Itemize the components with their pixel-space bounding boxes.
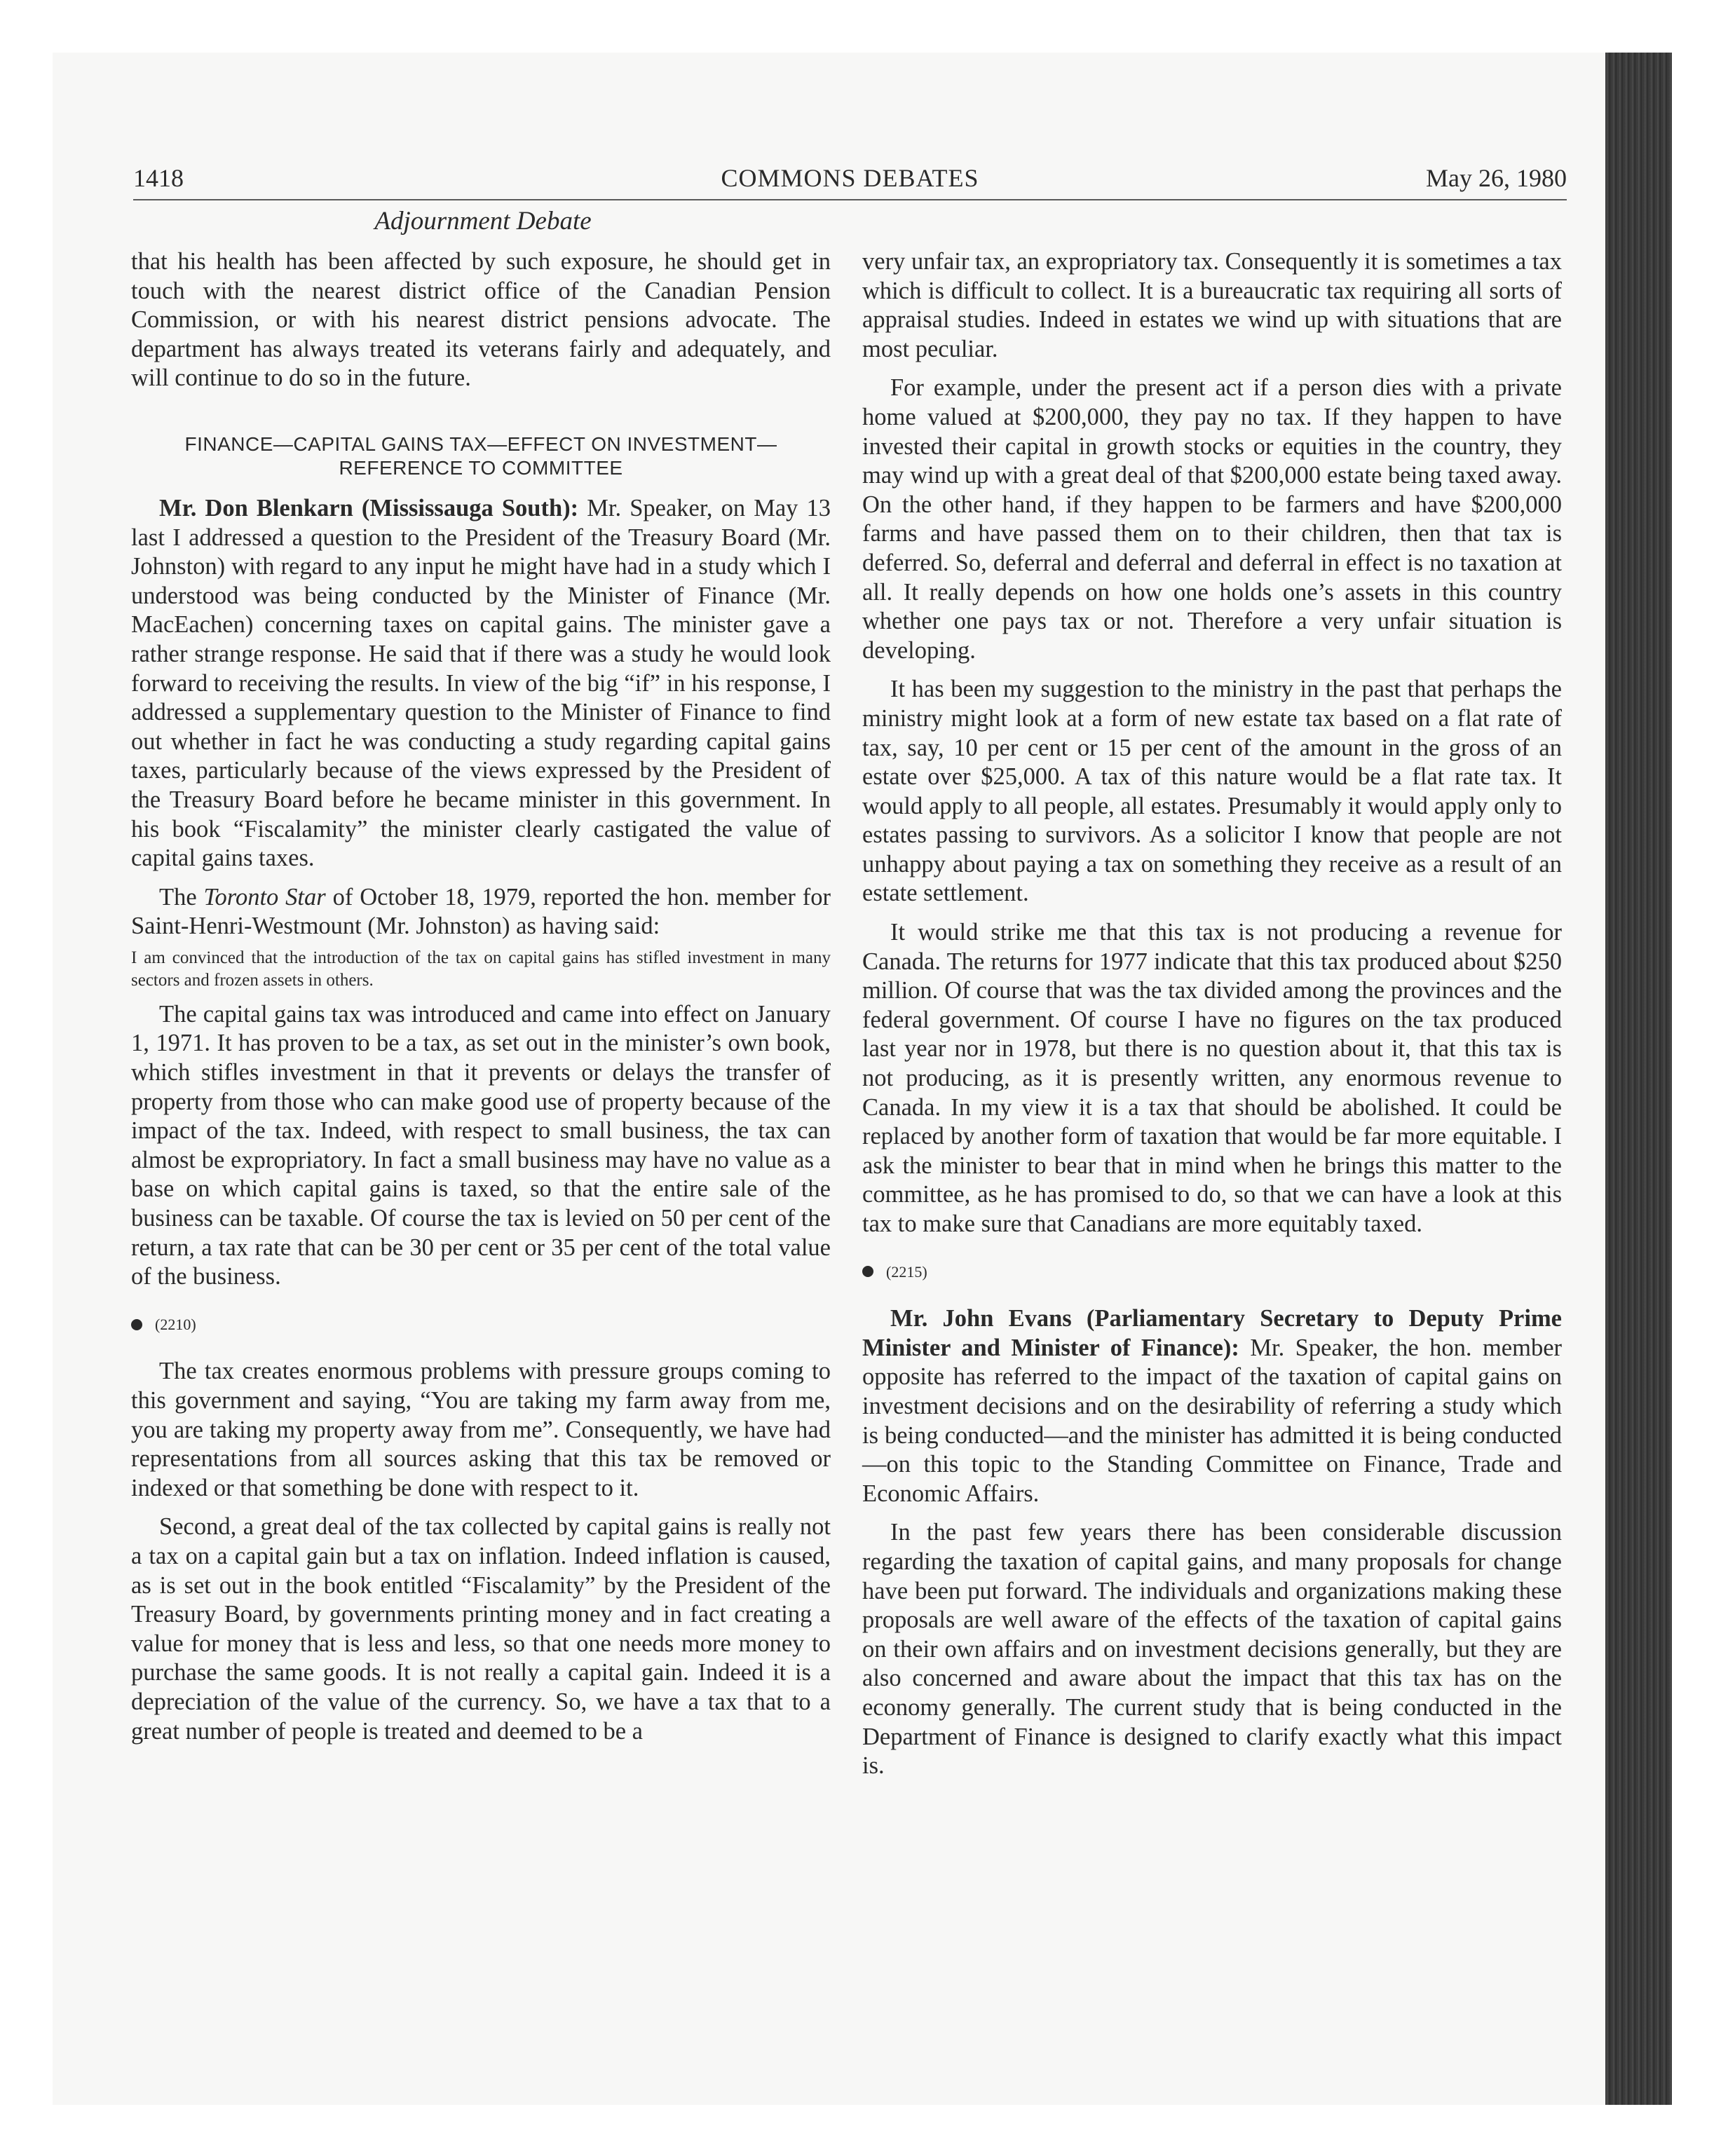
scan-edge	[1605, 53, 1672, 2105]
section-title: Adjournment Debate	[374, 207, 592, 236]
header-date: May 26, 1980	[1426, 164, 1567, 192]
right-column	[862, 247, 1562, 1781]
left-column	[131, 247, 831, 1746]
page-number: 1418	[133, 164, 184, 192]
debate-heading	[131, 432, 831, 480]
time-marker-label: (2215)	[886, 1262, 927, 1281]
speech-text: Mr. Speaker, on May 13 last I addressed a question to the President of the Treasury Board (Mr. Johnston) with regard to any input he might have had in a study which I understood was being conducted by the Minister of Finance (Mr. MacEachen) concerning taxes on capital gains. The minister gave a rather strange response. He said that if there was a study he would look forward to receiving the results. In view of the big “if” in his response, I addressed a supplementary question to the Minister of Finance to find out whether in fact he was conducting a study regarding capital gains taxes, particularly because of the views expressed by the President of the Treasury Board before he became minister in this government. In his book “Fiscalamity” the minister clearly castigated the value of capital gains taxes.	[131, 494, 831, 872]
time-marker	[862, 1257, 1562, 1287]
text-run: of October 18, 1979, reported the hon. member for Saint-Henri-Westmount (Mr. Johnston) as having said:	[131, 883, 831, 940]
speaker-name: Mr. Don Blenkarn (Mississauga South):	[159, 494, 579, 521]
paragraph	[862, 1304, 1562, 1508]
speech-text: Mr. Speaker, the hon. member opposite has referred to the impact of the taxation of capital gains on investment decisions and on the desirability of referring a study which is being conducted—and the minister has admitted it is being conducted—on this topic to the Standing Committee on Finance, Trade and Economic Affairs.	[862, 1334, 1563, 1507]
paragraph	[131, 883, 831, 941]
paragraph: Second, a great deal of the tax collected by capital gains is really not a tax on a capital gain but a tax on inflation. Indeed inflation is caused, as is set out in the book entitled “Fiscalamity” by the President of the Treasury Board, by governments printing money and in fact creating a value for money that is less and less, so that one needs more money to purchase the same goods. It is not really a capital gain. Indeed it is a depreciation of the value of the currency. So, we have a tax that to a great number of people is treated and deemed to be a	[131, 1513, 831, 1745]
paragraph: It would strike me that this tax is not producing a revenue for Canada. The returns for 1977 indicate that this tax produced about $250 million. Of course that was the tax divided among the provinces and the federal government. Of course I have no figures on the tax produced last year nor in 1978, but there is no question about it, that this tax is not producing, as it is presently written, any enormous revenue to Canada. In my view it is a tax that should be abolished. It could be replaced by another form of taxation that would be far more equitable. I ask the minister to bear that in mind when he brings this matter to the committee, as he has promised to do, so that we can have a look at this tax to make sure that Canadians are more equitably taxed.	[862, 919, 1562, 1237]
paragraph: It has been my suggestion to the ministry in the past that perhaps the ministry might look at a form of new estate tax based on a flat rate of tax, say, 10 per cent or 15 per cent of the amount in the gross of an estate over $25,000. A tax of this nature would be a flat rate tax. It would apply to all people, all estates. Presumably it would apply only to estates passing to survivors. As a solicitor I know that people are not unhappy about paying a tax on something they receive as a result of an estate settlement.	[862, 676, 1562, 907]
publication-title: COMMONS DEBATES	[721, 164, 979, 192]
paragraph: In the past few years there has been considerable discussion regarding the taxation of capital gains, and many proposals for change have been put forward. The individuals and organizations making these proposals are well aware of the effects of the taxation of capital gains on their own affairs and on investment decisions generally, but they are also concerned and aware about the impact that this tax has on the economy generally. The current study that is being conducted in the Department of Finance is designed to clarify exactly what this impact is.	[862, 1519, 1562, 1780]
bullet-icon	[862, 1266, 873, 1277]
bullet-icon	[131, 1319, 142, 1330]
heading-line: REFERENCE TO COMMITTEE	[339, 456, 623, 479]
time-marker-label: (2210)	[155, 1315, 196, 1333]
paragraph: The capital gains tax was introduced and came into effect on January 1, 1971. It has proven to be a tax, as set out in the minister’s own book, which stifles investment in that it prevents or delays the transfer of property from those who can make good use of property because of the impact of the tax. Indeed, with respect to small business, the tax can almost be expropriatory. In fact a small business may have no value as a base on which capital gains is taxed, so that the entire sale of the business can be taxable. Of course the tax is levied on 50 per cent of the return, a tax rate that can be 30 per cent or 35 per cent of the total value of the business.	[131, 1000, 831, 1290]
time-marker	[131, 1310, 831, 1339]
block-quote: I am convinced that the introduction of the tax on capital gains has stifled investment in many sectors and frozen assets in others.	[131, 948, 831, 990]
paragraph	[131, 494, 831, 873]
paragraph: The tax creates enormous problems with pressure groups coming to this government and saying, “You are taking my farm away from me, you are taking my property away from me”. Consequently, we have had representations from all sources asking that this tax be removed or indexed or that something be done with respect to it.	[131, 1358, 831, 1501]
speaker-name: Mr. John Evans (Parliamentary Secretary to Deputy Prime Minister and Minister of Finance):	[862, 1305, 1562, 1361]
heading-line: FINANCE—CAPITAL GAINS TAX—EFFECT ON INVESTMENT—	[184, 432, 777, 455]
paragraph: very unfair tax, an expropriatory tax. Consequently it is sometimes a tax which is difficult to collect. It is a bureaucratic tax requiring all sorts of appraisal studies. Indeed in estates we wind up with situations that are most peculiar.	[862, 248, 1562, 362]
paragraph: For example, under the present act if a person dies with a private home valued at $200,000, they pay no tax. If they happen to have invested their capital in growth stocks or equities in the country, they may wind up with a great deal of that $200,000 estate being taxed away. On the other hand, if they happen to be farmers and have $200,000 farms and have passed them on to their children, then that tax is deferred. So, deferral and deferral and deferral in effect is no taxation at all. It really depends on how one holds one’s assets in this country whether one pays tax or not. Therefore a very unfair situation is developing.	[862, 374, 1562, 664]
text-run: The	[159, 883, 204, 910]
running-header	[133, 163, 1567, 200]
newspaper-title: Toronto Star	[203, 883, 326, 910]
paragraph: that his health has been affected by such exposure, he should get in touch with the nearest district office of the Canadian Pension Commission, or with his nearest district pensions advocate. The department has always treated its veterans fairly and adequately, and will continue to do so in the future.	[131, 248, 831, 392]
